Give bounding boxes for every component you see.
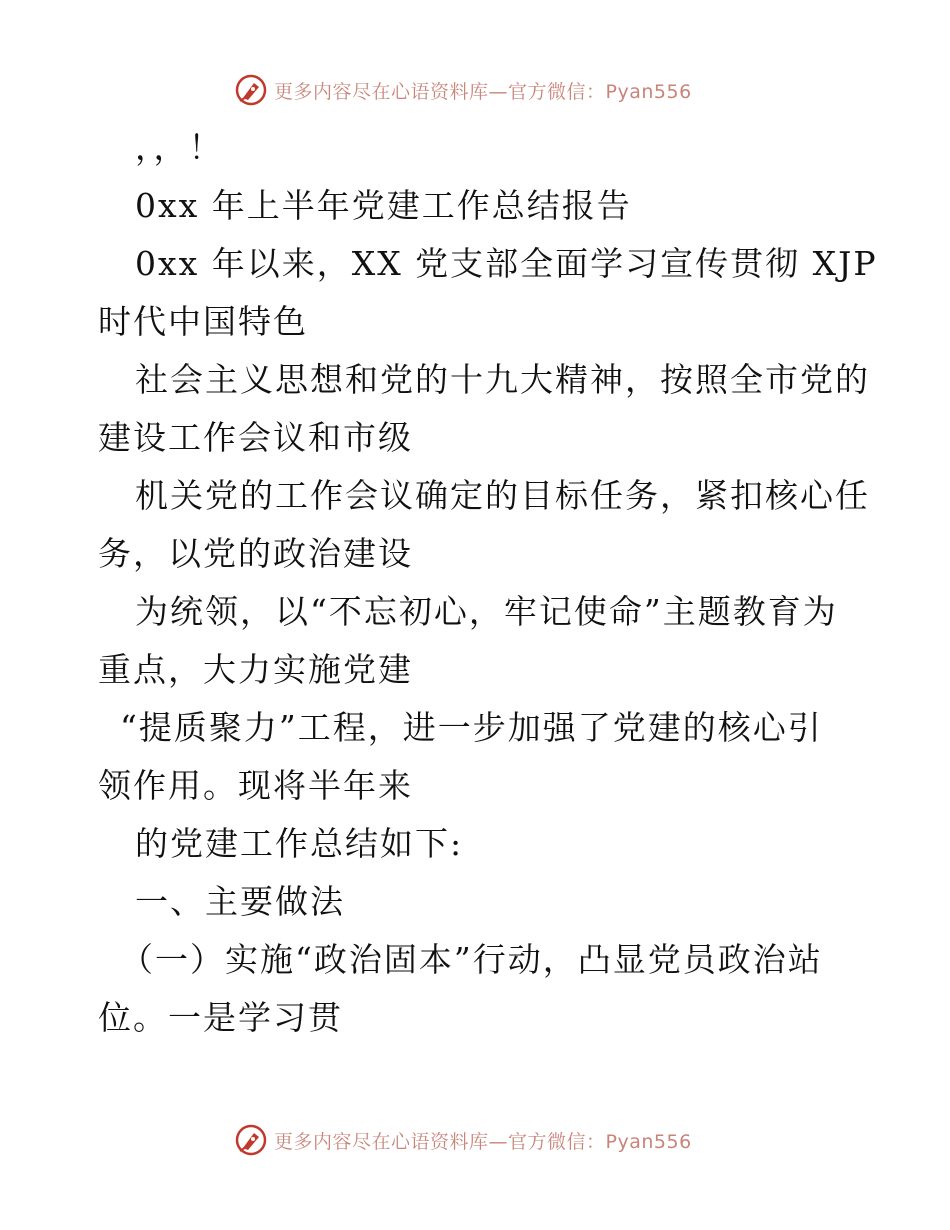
watermark-text: 更多内容尽在心语资料库—官方微信：Pyan556 xyxy=(274,80,692,103)
text-line: 机关党的工作会议确定的目标任务，紧扣核心任 xyxy=(135,476,870,515)
section-heading: 一、主要做法 xyxy=(135,882,345,921)
text-line: 建设工作会议和市级 xyxy=(98,418,413,457)
header-watermark xyxy=(234,72,692,108)
text-line: 重点，大力实施党建 xyxy=(98,650,413,689)
text-line: 位。一是学习贯 xyxy=(98,998,343,1037)
text-line: 为统领，以“不忘初心，牢记使命”主题教育为 xyxy=(135,592,838,631)
text-line: 的党建工作总结如下: xyxy=(135,824,464,863)
pen-nib-logo-icon xyxy=(234,1123,268,1157)
text-line: 0xx 年以来，XX 党支部全面学习宣传贯彻 XJP xyxy=(135,244,878,283)
subsection-heading: （一）实施“政治固本”行动，凸显党员政治站 xyxy=(120,940,823,979)
text-line: 时代中国特色 xyxy=(98,302,308,341)
text-line: 社会主义思想和党的十九大精神，按照全市党的 xyxy=(135,360,870,399)
document-title: 0xx 年上半年党建工作总结报告 xyxy=(135,186,632,225)
watermark-text: 更多内容尽在心语资料库—官方微信：Pyan556 xyxy=(274,1130,692,1153)
text-line: 领作用。现将半年来 xyxy=(98,766,413,805)
pen-nib-logo-icon xyxy=(234,73,268,107)
text-line: ，，！ xyxy=(135,128,224,167)
footer-watermark xyxy=(234,1122,692,1158)
text-line: 务，以党的政治建设 xyxy=(98,534,413,573)
text-line: “提质聚力”工程，进一步加强了党建的核心引 xyxy=(120,708,823,747)
